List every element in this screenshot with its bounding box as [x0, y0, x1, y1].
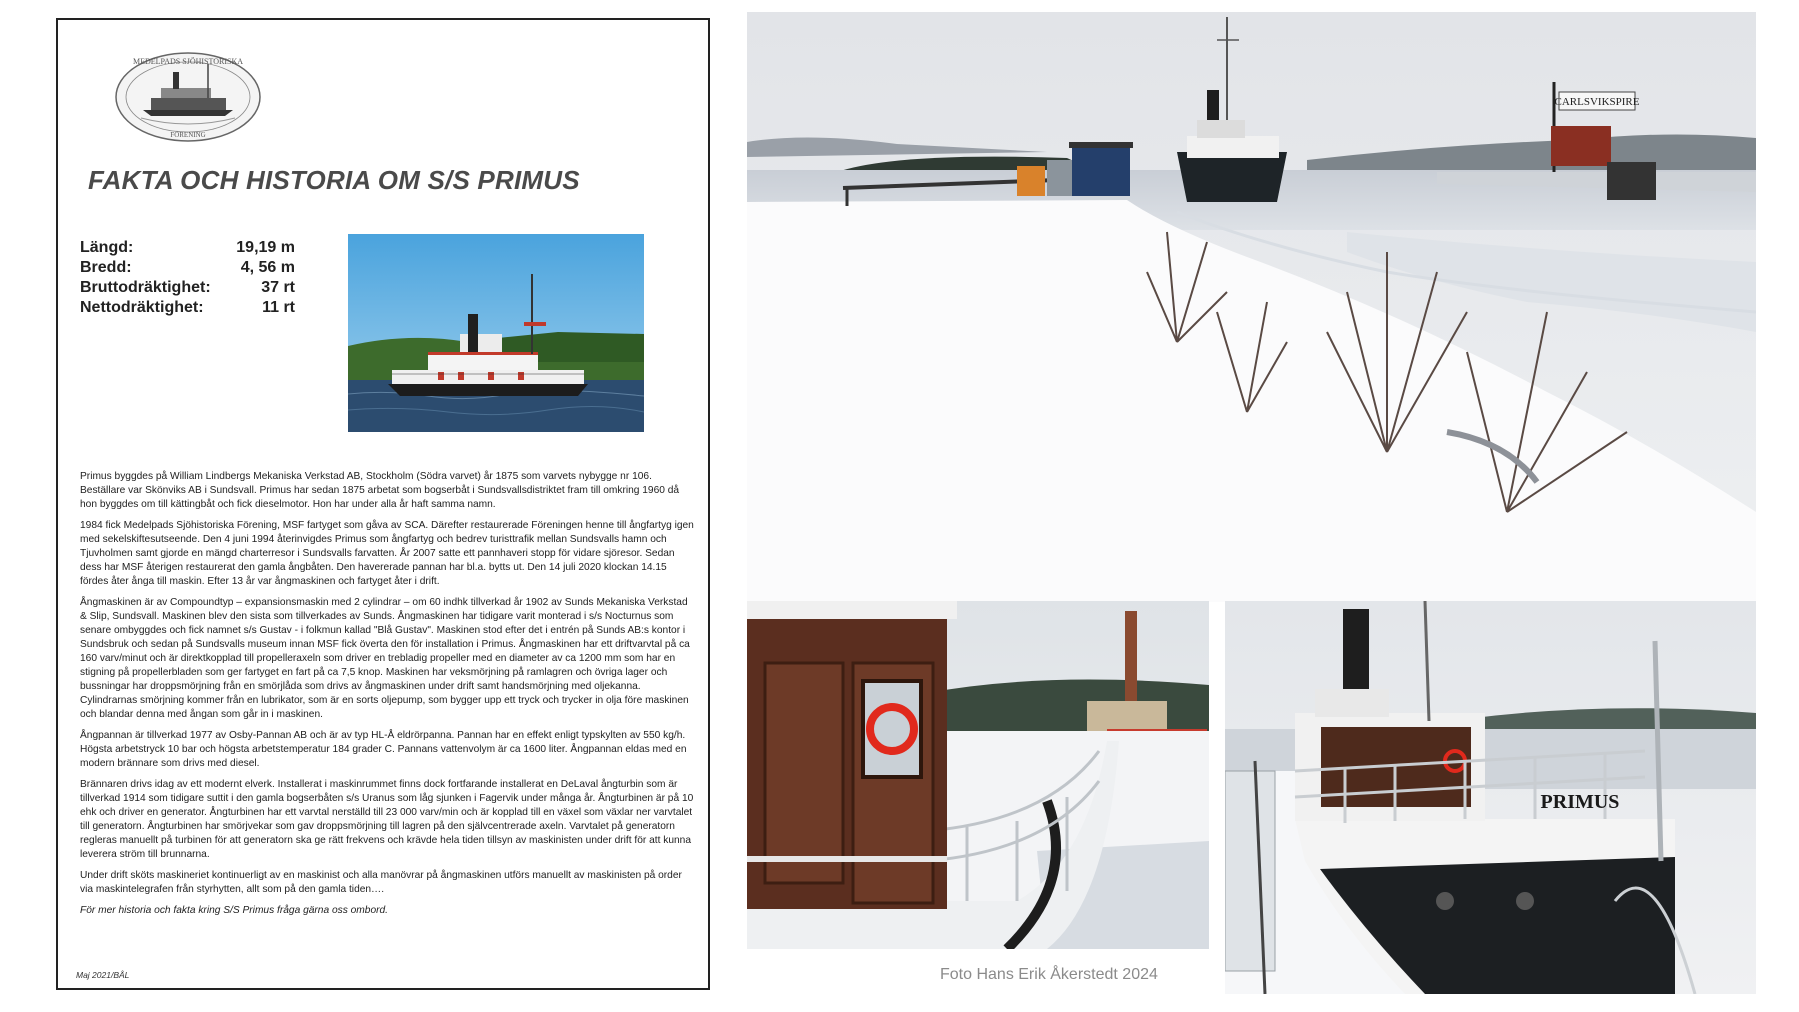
history-text: [80, 470, 695, 925]
fact-sheet: [56, 18, 710, 990]
winter-harbour-photo: [747, 12, 1756, 602]
pier-sign-text: CARLSVIKSPIRE: [1554, 96, 1640, 108]
spec-row-length: [80, 238, 295, 258]
paragraph-history: Primus byggdes på William Lindbergs Mekaniska Verkstad AB, Stockholm (Södra varvet) år 1875 som varvets nybygge nr 106. Beställare var Skönviks AB i Sundsvall. Primus har sedan 1875 arbetat som bogserbåt i Sundsvallsdistriktet fram till omkring 1960 då hon byggdes om till kättingbåt och fick dieselmotor. Hon har under alla år haft samma namn.: [80, 471, 680, 510]
spec-value: 4, 56 m: [240, 259, 295, 276]
society-emblem: [113, 50, 263, 150]
paragraph-boiler: Ångpannan är tillverkad 1977 av Osby-Pannan AB och är av typ HL-Å eldrörpanna. Pannan har en effekt enligt typskylten av 550 kg/h. Högsta arbetstryck 10 bar och högsta arbetstemperatur 184 grader C. Pannans vattenvolym är ca 1600 liter. Ångpannan eldas med en modern brännare som drivs med diesel.: [80, 730, 687, 769]
paragraph-operation: Under drift sköts maskineriet kontinuerligt av en maskinist och alla manövrar på ångmaskinen utförs manuellt av maskinisten på order via maskintelegrafen från styrhytten, allt som på den gamla tiden….: [80, 870, 682, 895]
paragraph-steam-engine: Ångmaskinen är av Compoundtyp – expansionsmaskin med 2 cylindrar – om 60 indhk tillverkad år 1902 av Sunds Mekaniska Verkstad & Slip, Sundsvall. Maskinen blev den sista som tillverkades av Sunds. Ångmaskinen har tidigare varit monterad i s/s Nocturnus som senare ombyggdes och fick namnet s/s Gustav - i folkmun kallad "Blå Gustav". Maskinen stod efter det i entrén på Sunds AB:s kontor i Sundsbruk och sedan på Sundsvalls museum innan MSF fick överta den för installation i Primus. Ångmaskinen har ett driftvarvtal på ca 160 varv/minut och är direktkopplad till propelleraxeln som driver en trebladig propeller med en diameter av ca 1200 mm som har en stigning på propellerbladen som ger fartyget en fart på ca 7,5 knop. Maskinen har veksmörjning på ramlagren och övriga lager och bussningar har droppsmörjning från en smörjlåda som drivs av ångmaskinen under drift samt handsmörjning med oljekanna. Cylindrarnas smörjning kommer från en lubrikator, som är en sorts oljepump, som bygger upp ett tryck och trycker in olja före maskinen och blandar denna med ångan som går in i maskinen.: [80, 597, 690, 720]
spec-value: 19,19 m: [236, 239, 295, 256]
paragraph-restoration: 1984 fick Medelpads Sjöhistoriska Förening, MSF fartyget som gåva av SCA. Därefter restaurerade Föreningen henne till ångfartyg igen med sekelskiftesutseende. Den 4 juni 1994 återinvigdes Primus som ångfartyg och bedrev turisttrafik mellan Sundsvalls hamn och Tjuvholmen samt gjorde en mängd charterresor i Sundsvalls farvatten. År 2007 satte ett pannhaveri stopp för vidare sjöresor. Sedan dess har MSF återigen restaurerat den gamla ångbåten. Den havererade pannan har bl.a. bytts ut. Den 14 juli 2020 klockan 14.15 fördes åter ånga till maskin. Efter 13 år var ångmaskinen och fartyget åter i drift.: [80, 520, 694, 587]
sheet-title: FAKTA OCH HISTORIA OM S/S PRIMUS: [88, 165, 580, 195]
spec-row-width: [80, 258, 295, 278]
paragraph-burner: Brännaren drivs idag av ett modernt elverk. Installerat i maskinrummet finns dock fortfarande installerat en DeLaval ångturbin som är tillverkad 1914 som tidigare suttit i den gamla bogserbåten s/s Uranus som låg sjunken i Fagervik under många år. Ångturbinen är på 10 ehk och driver en generator. Ångturbinen har ett varvtal nerställd till 23 000 varv/min och är kopplad till en växel som växlar ner varvtalet till generatorn. Ångturbinen har smörjvekar som gav droppsmörjning till lagren på den självcentrerade axeln. Varvtalet på generatorn regleras manuellt på turbinen för att generatorn ska ge rätt frekvens och krävde hela tiden tillsyn av maskinisten under drift för att kunna leverera ström till brunnarna.: [80, 779, 694, 860]
primus-summer-photo: [348, 234, 644, 437]
spec-row-gross-tonnage: [80, 278, 295, 298]
spec-value: 37 rt: [261, 279, 295, 296]
boat-name-text: PRIMUS: [1540, 791, 1620, 813]
wheelhouse-photo: [747, 601, 1209, 949]
sheet-date: Maj 2021/BÅL: [76, 970, 130, 980]
emblem-text-bottom: FÖRENING: [170, 131, 206, 139]
specs-table: [80, 238, 295, 318]
spec-label: Längd:: [80, 239, 134, 256]
spec-value: 11 rt: [262, 299, 295, 316]
photo-credit: Foto Hans Erik Åkerstedt 2024: [940, 966, 1158, 983]
spec-label: Bredd:: [80, 259, 132, 276]
primus-bow-photo: [1225, 601, 1756, 994]
spec-row-net-tonnage: [80, 298, 295, 318]
paragraph-closing: För mer historia och fakta kring S/S Primus fråga gärna oss ombord.: [80, 905, 389, 916]
spec-label: Bruttodräktighet:: [80, 279, 211, 296]
spec-label: Nettodräktighet:: [80, 299, 204, 316]
emblem-text-top: MEDELPADS SJÖHISTORISKA: [132, 57, 244, 66]
